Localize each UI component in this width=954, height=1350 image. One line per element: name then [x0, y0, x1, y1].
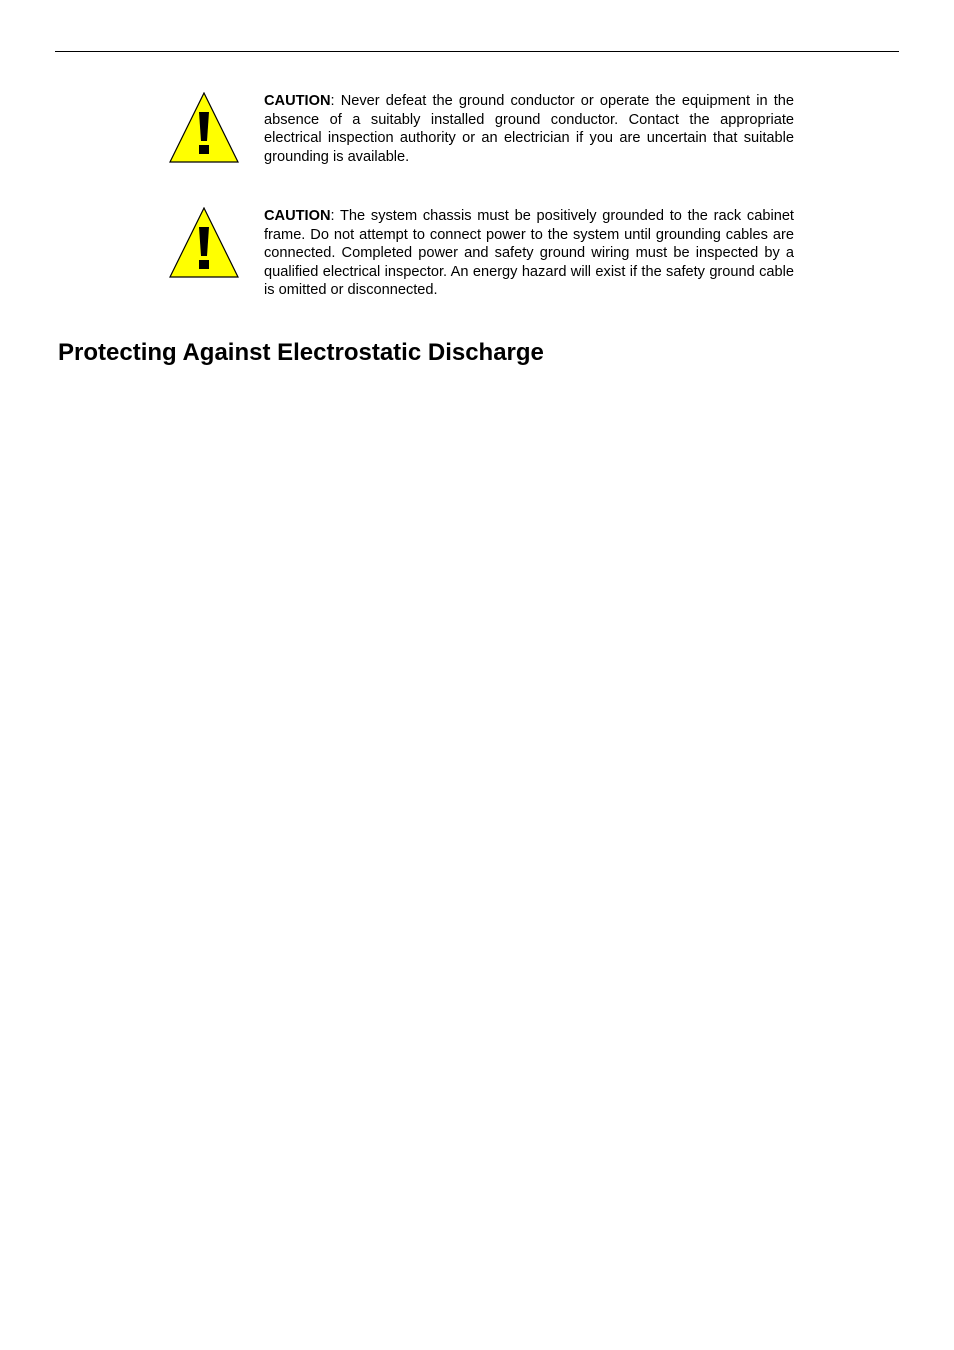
caution-paragraph	[264, 92, 794, 166]
header-rule	[55, 51, 899, 52]
caution-body: Never defeat the ground conductor or operate the equipment in the absence of a suitably installed ground conductor. Contact the appropriate electrical inspection authority or an electrician if you are uncertain that suitable grounding is available.	[264, 93, 794, 165]
caution-label: CAUTION	[264, 208, 331, 224]
caution-paragraph	[264, 207, 794, 300]
warning-triangle-icon	[168, 92, 240, 164]
section-heading: Protecting Against Electrostatic Discharge	[58, 339, 544, 366]
caution-body: The system chassis must be positively grounded to the rack cabinet frame. Do not attempt to connect power to the system until grounding cables are connected. Completed power and safety ground wiring must be inspected by a qualified electrical inspector. An energy hazard will exist if the safety ground cable is omitted or disconnected.	[264, 208, 794, 299]
caution-separator: :	[330, 208, 341, 224]
caution-label: CAUTION	[264, 93, 331, 109]
warning-triangle-icon	[168, 207, 240, 279]
caution-separator: :	[330, 93, 341, 109]
